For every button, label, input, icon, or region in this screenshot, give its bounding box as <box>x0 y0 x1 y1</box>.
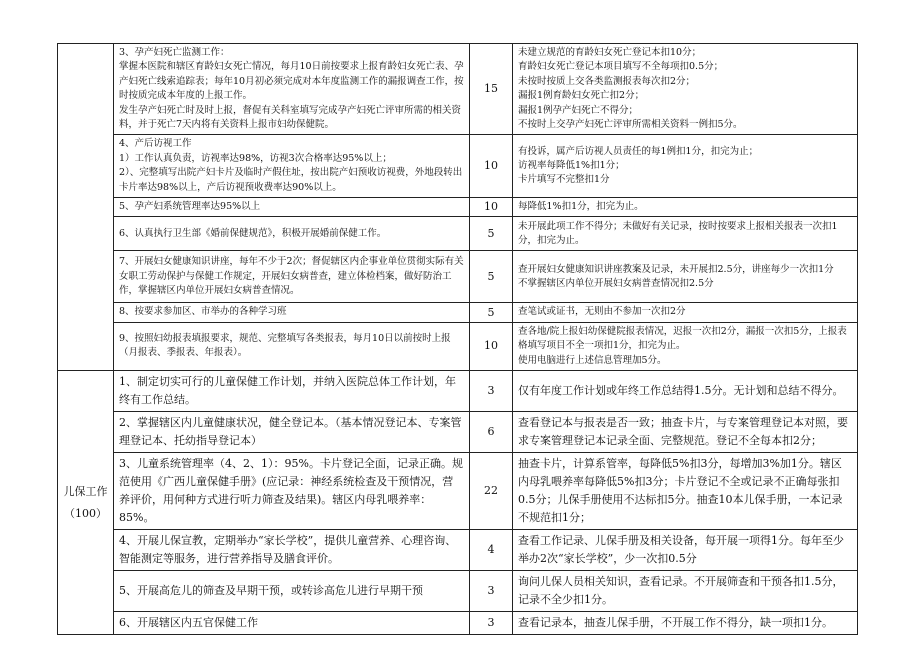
item-score: 6 <box>470 412 513 453</box>
item-score: 10 <box>470 198 513 217</box>
cell-line: 5、孕产妇系统管理率达95%以上 <box>119 201 261 213</box>
cell-line: 有投诉，属产后访视人员责任的每1例扣1分，扣完为止； <box>518 145 759 157</box>
cell-line: 查看记录本，抽查儿保手册，不开展工作不得分，缺一项扣1分。 <box>518 616 833 630</box>
cell-line: 查看工作记录、儿保手册及相关设备，每开展一项得1分。每年至少举办2次“家长学校”，少一次扣0.5分 <box>518 534 844 566</box>
scoring-criteria <box>513 198 858 217</box>
cell-line: 每降低1%扣1分，扣完为止。 <box>518 201 644 213</box>
scoring-criteria <box>513 371 858 412</box>
item-content <box>114 530 470 571</box>
scoring-criteria <box>513 571 858 612</box>
cell-line: 5、开展高危儿的筛查及早期干预，或转诊高危儿进行早期干预 <box>119 584 423 598</box>
cell-line: 未开展此项工作不得分；未做好有关记录，按时按要求上报相关报表一次扣1分，扣完为止。 <box>518 220 838 246</box>
item-score: 3 <box>470 371 513 412</box>
cell-line: 8、按要求参加区、市举办的各种学习班 <box>119 306 287 318</box>
cell-line: 询问儿保人员相关知识，查看记录。不开展筛查和干预各扣1.5分，记录不全少扣1分。 <box>518 575 844 607</box>
table-row <box>58 453 858 530</box>
item-content <box>114 412 470 453</box>
cell-line: 查开展妇女健康知识讲座教案及记录，未开展扣2.5分，讲座每少一次扣1分 <box>518 263 834 275</box>
cell-line: 掌握本医院和辖区育龄妇女死亡情况，每月10日前按要求上报育龄妇女死亡表、孕产妇死亡线索追踪表；每年10月初必须完成对本年度监测工作的漏报调查工作，按时按质完成本年度的上报工作。 <box>119 61 464 102</box>
table-row <box>58 135 858 198</box>
category-cell <box>58 371 114 635</box>
table-row <box>58 571 858 612</box>
cell-line: 漏报1例孕产妇死亡不得分； <box>518 104 639 116</box>
cell-line: 1、制定切实可行的儿童保健工作计划，并纳入医院总体工作计划，年终有工作总结。 <box>119 375 456 407</box>
scoring-criteria <box>513 322 858 370</box>
item-score: 5 <box>470 251 513 303</box>
cell-line: 6、开展辖区内五官保健工作 <box>119 616 258 630</box>
cell-line: 未按时按质上交各类监测报表每次扣2分； <box>518 75 696 87</box>
item-score: 10 <box>470 322 513 370</box>
item-content <box>114 303 470 322</box>
table-row <box>58 198 858 217</box>
item-score: 3 <box>470 612 513 635</box>
cell-line: 仅有年度工作计划或年终工作总结得1.5分。无计划和总结不得分。 <box>518 384 844 398</box>
item-content <box>114 251 470 303</box>
item-content <box>114 612 470 635</box>
table-row <box>58 371 858 412</box>
cell-line: 2、掌握辖区内儿童健康状况，健全登记本。（基本情况登记本、专案管理登记本、托幼指导登记本） <box>119 416 462 448</box>
cell-line: 1）工作认真负责，访视率达98%，访视3次合格率达95%以上； <box>119 152 392 164</box>
cell-line: 6、认真执行卫生部《婚前保健规范》，积极开展婚前保健工作。 <box>119 227 387 239</box>
cell-line: 育龄妇女死亡登记本项目填写不全每项扣0.5分； <box>518 61 724 73</box>
scoring-criteria <box>513 530 858 571</box>
table-row <box>58 217 858 251</box>
item-content <box>114 198 470 217</box>
item-score: 3 <box>470 571 513 612</box>
table-row <box>58 322 858 370</box>
item-content <box>114 217 470 251</box>
cell-line: 9、按照妇幼报表填报要求，规范、完整填写各类报表，每月10日以前按时上报（月报表、季报表、年报表）。 <box>119 333 451 359</box>
table-row <box>58 412 858 453</box>
table-row <box>58 44 858 135</box>
scoring-criteria <box>513 612 858 635</box>
cell-line: 未建立规范的育龄妇女死亡登记本扣10分； <box>518 47 702 58</box>
table-row <box>58 251 858 303</box>
cell-line: 漏报1例育龄妇女死亡扣2分； <box>518 90 645 102</box>
category-points: （100） <box>64 506 107 520</box>
item-content <box>114 322 470 370</box>
cell-line: 4、产后访视工作 <box>119 138 192 150</box>
cell-line: 不掌握辖区内单位开展妇女病普查情况扣2.5分 <box>518 277 714 289</box>
cell-line: 3、孕产妇死亡监测工作： <box>119 47 230 58</box>
cell-line: 查笔试或证书，无则由不参加一次扣2分 <box>518 306 686 318</box>
category-cell-empty <box>58 44 114 371</box>
scoring-criteria <box>513 44 858 135</box>
cell-line: 查各地/院上报妇幼保健院报表情况，迟报一次扣2分，漏报一次扣5分，上报表格填写项目不全一项扣1分，扣完为止。 <box>518 325 847 352</box>
table-row <box>58 530 858 571</box>
item-content <box>114 135 470 198</box>
cell-line: 访视率每降低1%扣1分； <box>518 160 625 172</box>
scoring-criteria <box>513 303 858 322</box>
item-score: 4 <box>470 530 513 571</box>
table-row <box>58 612 858 635</box>
item-content <box>114 44 470 135</box>
scoring-criteria <box>513 251 858 303</box>
scoring-criteria <box>513 217 858 251</box>
cell-line: 2）、完整填写出院产妇卡片及临时产假住址，按出院产妇预收访视费，外地段转出卡片率达98%以上，产后访视预收费率达90%以上。 <box>119 167 463 193</box>
item-score: 15 <box>470 44 513 135</box>
category-name: 儿保工作 <box>63 484 108 498</box>
scoring-criteria <box>513 412 858 453</box>
scoring-criteria <box>513 135 858 198</box>
cell-line: 查看登记本与报表是否一致；抽查卡片，与专案管理登记本对照，要求专案管理登记本记录全面、完整规范。登记不全每本扣2分； <box>518 416 848 448</box>
cell-line: 7、开展妇女健康知识讲座，每年不少于2次；督促辖区内企事业单位贯彻实际有关女职工劳动保护与保健工作规定，开展妇女病普查，建立体检档案，做好防治工作，掌握辖区内单位开展妇女病普查情况。 <box>119 256 464 297</box>
item-content <box>114 371 470 412</box>
evaluation-table <box>57 43 858 635</box>
cell-line: 抽查卡片，计算系管率，每降低5%扣3分，每增加3%加1分。辖区内母乳喂养率每降低5%扣3分；卡片登记不全或记录不正确每张扣0.5分；儿保手册使用不达标扣5分。抽查10本儿保手册，一本记录不规范扣1分； <box>518 457 843 525</box>
item-content <box>114 571 470 612</box>
cell-line: 发生孕产妇死亡时及时上报，督促有关科室填写完成孕产妇死亡评审所需的相关资料，并于死亡7天内将有关资料上报市妇幼保健院。 <box>119 104 462 131</box>
item-content <box>114 453 470 530</box>
cell-line: 卡片填写不完整扣1分 <box>518 174 610 186</box>
scoring-criteria <box>513 453 858 530</box>
item-score: 5 <box>470 217 513 251</box>
cell-line: 3、儿童系统管理率（4、2、1）：95%。卡片登记全面，记录正确。规范使用《广西儿童保健手册》(应记录：神经系统检查及干预情况，营养评价，用何种方式进行听力筛查及结果)。辖区内母乳喂养率：85%。 <box>119 457 463 525</box>
cell-line: 使用电脑进行上述信息管理加5分。 <box>518 354 667 366</box>
item-score: 5 <box>470 303 513 322</box>
table-row <box>58 303 858 322</box>
item-score: 10 <box>470 135 513 198</box>
item-score: 22 <box>470 453 513 530</box>
cell-line: 不按时上交孕产妇死亡评审所需相关资料一例扣5分。 <box>518 119 743 131</box>
cell-line: 4、开展儿保宣教，定期举办“家长学校”，提供儿童营养、心理咨询、智能测定等服务，进行营养指导及膳食评价。 <box>119 534 457 566</box>
